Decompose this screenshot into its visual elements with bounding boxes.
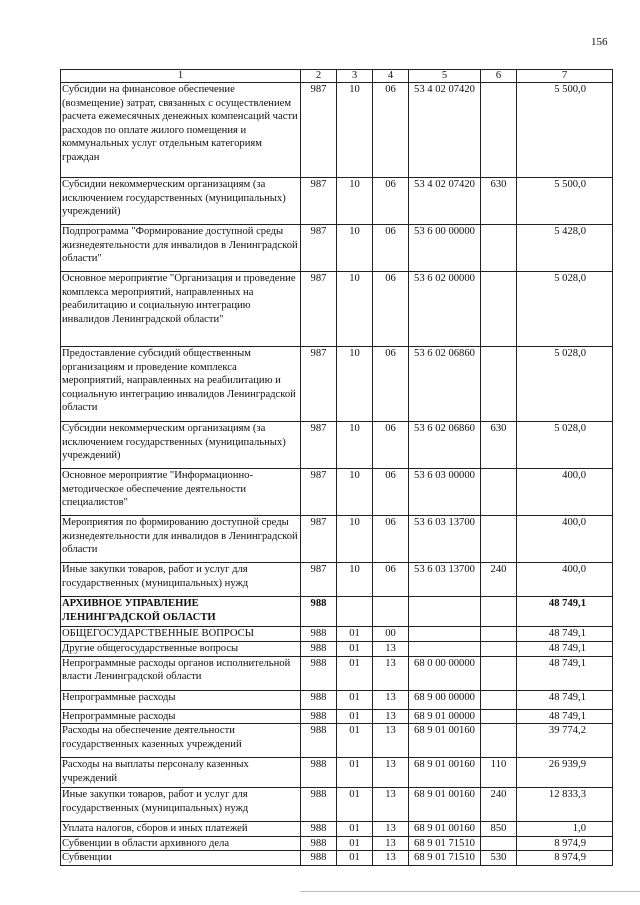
row-code-4-cell: 06 xyxy=(373,516,409,563)
row-code-2-cell: 988 xyxy=(301,836,337,851)
row-code-4-cell: 13 xyxy=(373,851,409,866)
row-code-3-cell: 10 xyxy=(337,516,373,563)
row-code-4-cell: 13 xyxy=(373,642,409,657)
table-row xyxy=(61,642,613,657)
row-name-cell: Предоставление субсидий общественным организациям и проведение комплекса мероприятий, направленных на реабилитацию и социальную интеграцию инвалидов Ленинградской области xyxy=(61,347,301,422)
row-name-cell: Расходы на выплаты персоналу казенных учреждений xyxy=(61,758,301,788)
row-code-6-cell xyxy=(481,836,517,851)
row-code-3-cell: 01 xyxy=(337,851,373,866)
row-code-3-cell: 01 xyxy=(337,709,373,724)
row-code-6-cell xyxy=(481,656,517,690)
row-code-4-cell: 06 xyxy=(373,83,409,178)
row-name-cell: Основное мероприятие "Информационно-методическое обеспечение деятельности специалистов" xyxy=(61,469,301,516)
row-code-3-cell: 10 xyxy=(337,347,373,422)
row-code-3-cell: 01 xyxy=(337,656,373,690)
row-code-2-cell: 988 xyxy=(301,709,337,724)
row-code-5-cell: 53 6 03 13700 xyxy=(409,516,481,563)
row-code-2-cell: 987 xyxy=(301,178,337,225)
row-code-4-cell xyxy=(373,597,409,627)
row-code-6-cell xyxy=(481,225,517,272)
row-name-cell: АРХИВНОЕ УПРАВЛЕНИЕ ЛЕНИНГРАДСКОЙ ОБЛАСТИ xyxy=(61,597,301,627)
row-code-5-cell: 53 6 00 00000 xyxy=(409,225,481,272)
row-name-cell: Непрограммные расходы xyxy=(61,709,301,724)
row-sum-cell: 5 028,0 xyxy=(517,347,613,422)
row-code-5-cell: 68 9 01 00000 xyxy=(409,709,481,724)
row-sum-cell: 5 028,0 xyxy=(517,272,613,347)
row-code-5-cell: 68 9 00 00000 xyxy=(409,690,481,709)
row-code-6-cell: 530 xyxy=(481,851,517,866)
row-code-5-cell: 53 6 03 00000 xyxy=(409,469,481,516)
table-row xyxy=(61,469,613,516)
row-code-5-cell: 68 9 01 00160 xyxy=(409,788,481,822)
row-code-5-cell xyxy=(409,627,481,642)
row-code-2-cell: 988 xyxy=(301,851,337,866)
row-code-5-cell: 53 6 03 13700 xyxy=(409,563,481,597)
table-row xyxy=(61,516,613,563)
row-code-4-cell: 13 xyxy=(373,656,409,690)
table-row xyxy=(61,758,613,788)
row-code-6-cell xyxy=(481,272,517,347)
row-code-4-cell: 13 xyxy=(373,836,409,851)
row-name-cell: Другие общегосударственные вопросы xyxy=(61,642,301,657)
row-code-6-cell xyxy=(481,642,517,657)
row-code-6-cell: 240 xyxy=(481,563,517,597)
table-row xyxy=(61,656,613,690)
row-code-6-cell xyxy=(481,724,517,758)
budget-table xyxy=(60,69,613,866)
table-row xyxy=(61,225,613,272)
header-cell-3: 3 xyxy=(337,70,373,83)
row-code-2-cell: 987 xyxy=(301,83,337,178)
table-row xyxy=(61,178,613,225)
row-code-5-cell: 53 6 02 06860 xyxy=(409,347,481,422)
row-code-2-cell: 988 xyxy=(301,642,337,657)
row-code-4-cell: 13 xyxy=(373,758,409,788)
row-name-cell: Субсидии некоммерческим организациям (за исключением государственных (муниципальных) учреждений) xyxy=(61,178,301,225)
row-code-6-cell xyxy=(481,516,517,563)
header-cell-4: 4 xyxy=(373,70,409,83)
row-code-6-cell: 850 xyxy=(481,822,517,837)
row-name-cell: Субвенции xyxy=(61,851,301,866)
row-sum-cell: 48 749,1 xyxy=(517,709,613,724)
header-cell-1: 1 xyxy=(61,70,301,83)
row-code-4-cell: 13 xyxy=(373,709,409,724)
row-code-2-cell: 987 xyxy=(301,516,337,563)
row-sum-cell: 12 833,3 xyxy=(517,788,613,822)
row-code-6-cell: 630 xyxy=(481,178,517,225)
row-name-cell: Субсидии на финансовое обеспечение (возмещение) затрат, связанных с осуществлением расчета ежемесячных денежных компенсаций части расходов по оплате жилого помещения и коммунальных услуг отдельным категориям граждан xyxy=(61,83,301,178)
row-sum-cell: 1,0 xyxy=(517,822,613,837)
row-code-5-cell: 53 4 02 07420 xyxy=(409,83,481,178)
row-code-4-cell: 06 xyxy=(373,178,409,225)
row-name-cell: Субсидии некоммерческим организациям (за исключением государственных (муниципальных) учреждений) xyxy=(61,422,301,469)
row-code-3-cell: 01 xyxy=(337,724,373,758)
row-sum-cell: 48 749,1 xyxy=(517,597,613,627)
row-sum-cell: 26 939,9 xyxy=(517,758,613,788)
row-code-4-cell: 13 xyxy=(373,724,409,758)
row-code-2-cell: 987 xyxy=(301,225,337,272)
row-code-6-cell xyxy=(481,347,517,422)
row-code-3-cell: 10 xyxy=(337,422,373,469)
table-row xyxy=(61,851,613,866)
row-code-3-cell: 10 xyxy=(337,225,373,272)
row-name-cell: Иные закупки товаров, работ и услуг для государственных (муниципальных) нужд xyxy=(61,563,301,597)
row-code-4-cell: 06 xyxy=(373,563,409,597)
row-code-3-cell: 10 xyxy=(337,469,373,516)
row-code-6-cell xyxy=(481,627,517,642)
row-code-5-cell: 53 4 02 07420 xyxy=(409,178,481,225)
row-code-2-cell: 988 xyxy=(301,724,337,758)
row-code-3-cell: 01 xyxy=(337,758,373,788)
table-row xyxy=(61,690,613,709)
table-row xyxy=(61,836,613,851)
table-row xyxy=(61,272,613,347)
table-row xyxy=(61,597,613,627)
row-sum-cell: 5 428,0 xyxy=(517,225,613,272)
row-code-2-cell: 987 xyxy=(301,272,337,347)
page-number: 156 xyxy=(591,36,608,48)
row-sum-cell: 48 749,1 xyxy=(517,656,613,690)
row-name-cell: Мероприятия по формированию доступной среды жизнедеятельности для инвалидов в Ленинградской области xyxy=(61,516,301,563)
table-row xyxy=(61,788,613,822)
row-code-2-cell: 988 xyxy=(301,690,337,709)
scan-edge-line xyxy=(300,891,640,892)
row-sum-cell: 5 500,0 xyxy=(517,83,613,178)
row-code-2-cell: 987 xyxy=(301,347,337,422)
row-code-6-cell: 240 xyxy=(481,788,517,822)
row-code-2-cell: 988 xyxy=(301,656,337,690)
row-code-5-cell: 68 9 01 00160 xyxy=(409,822,481,837)
table-row xyxy=(61,709,613,724)
row-sum-cell: 400,0 xyxy=(517,516,613,563)
row-code-3-cell: 01 xyxy=(337,836,373,851)
row-name-cell: Непрограммные расходы xyxy=(61,690,301,709)
row-code-4-cell: 06 xyxy=(373,422,409,469)
row-code-4-cell: 06 xyxy=(373,469,409,516)
table-row xyxy=(61,347,613,422)
row-code-3-cell: 01 xyxy=(337,822,373,837)
row-sum-cell: 48 749,1 xyxy=(517,627,613,642)
row-code-4-cell: 06 xyxy=(373,272,409,347)
row-code-2-cell: 988 xyxy=(301,822,337,837)
row-name-cell: ОБЩЕГОСУДАРСТВЕННЫЕ ВОПРОСЫ xyxy=(61,627,301,642)
row-code-2-cell: 987 xyxy=(301,469,337,516)
row-code-3-cell: 01 xyxy=(337,642,373,657)
table-header-row xyxy=(61,70,613,83)
row-code-3-cell: 10 xyxy=(337,563,373,597)
row-sum-cell: 8 974,9 xyxy=(517,851,613,866)
row-code-3-cell: 10 xyxy=(337,83,373,178)
row-sum-cell: 5 028,0 xyxy=(517,422,613,469)
row-code-2-cell: 988 xyxy=(301,758,337,788)
row-code-5-cell: 68 9 01 71510 xyxy=(409,851,481,866)
row-code-3-cell: 01 xyxy=(337,788,373,822)
row-name-cell: Основное мероприятие "Организация и проведение комплекса мероприятий, направленных на реабилитацию и социальную интеграцию инвалидов Ленинградской области" xyxy=(61,272,301,347)
row-sum-cell: 5 500,0 xyxy=(517,178,613,225)
table-row xyxy=(61,822,613,837)
row-code-6-cell: 630 xyxy=(481,422,517,469)
header-cell-7: 7 xyxy=(517,70,613,83)
header-cell-6: 6 xyxy=(481,70,517,83)
row-code-5-cell: 68 9 01 71510 xyxy=(409,836,481,851)
row-code-3-cell xyxy=(337,597,373,627)
row-name-cell: Уплата налогов, сборов и иных платежей xyxy=(61,822,301,837)
row-name-cell: Иные закупки товаров, работ и услуг для государственных (муниципальных) нужд xyxy=(61,788,301,822)
row-sum-cell: 400,0 xyxy=(517,469,613,516)
row-code-4-cell: 13 xyxy=(373,690,409,709)
row-code-5-cell: 68 9 01 00160 xyxy=(409,724,481,758)
row-code-4-cell: 06 xyxy=(373,225,409,272)
table-row xyxy=(61,724,613,758)
row-code-5-cell: 53 6 02 00000 xyxy=(409,272,481,347)
row-name-cell: Субвенции в области архивного дела xyxy=(61,836,301,851)
table-row xyxy=(61,83,613,178)
row-code-5-cell xyxy=(409,642,481,657)
row-code-3-cell: 10 xyxy=(337,178,373,225)
row-code-2-cell: 988 xyxy=(301,627,337,642)
row-code-4-cell: 13 xyxy=(373,788,409,822)
row-code-5-cell xyxy=(409,597,481,627)
row-code-5-cell: 68 0 00 00000 xyxy=(409,656,481,690)
row-code-2-cell: 987 xyxy=(301,563,337,597)
row-code-4-cell: 00 xyxy=(373,627,409,642)
row-sum-cell: 48 749,1 xyxy=(517,642,613,657)
row-sum-cell: 400,0 xyxy=(517,563,613,597)
table-row xyxy=(61,422,613,469)
row-code-4-cell: 13 xyxy=(373,822,409,837)
header-cell-2: 2 xyxy=(301,70,337,83)
row-code-5-cell: 53 6 02 06860 xyxy=(409,422,481,469)
row-code-6-cell xyxy=(481,83,517,178)
row-code-6-cell xyxy=(481,469,517,516)
row-code-3-cell: 10 xyxy=(337,272,373,347)
row-code-2-cell: 988 xyxy=(301,597,337,627)
row-sum-cell: 39 774,2 xyxy=(517,724,613,758)
row-sum-cell: 8 974,9 xyxy=(517,836,613,851)
row-name-cell: Расходы на обеспечение деятельности государственных казенных учреждений xyxy=(61,724,301,758)
row-code-4-cell: 06 xyxy=(373,347,409,422)
row-code-6-cell xyxy=(481,690,517,709)
row-code-6-cell: 110 xyxy=(481,758,517,788)
table-row xyxy=(61,627,613,642)
table-row xyxy=(61,563,613,597)
row-code-2-cell: 988 xyxy=(301,788,337,822)
row-name-cell: Непрограммные расходы органов исполнительной власти Ленинградской области xyxy=(61,656,301,690)
header-cell-5: 5 xyxy=(409,70,481,83)
row-code-3-cell: 01 xyxy=(337,627,373,642)
row-code-3-cell: 01 xyxy=(337,690,373,709)
row-code-2-cell: 987 xyxy=(301,422,337,469)
row-code-6-cell xyxy=(481,597,517,627)
row-code-6-cell xyxy=(481,709,517,724)
row-name-cell: Подпрограмма "Формирование доступной среды жизнедеятельности для инвалидов в Ленинградской области" xyxy=(61,225,301,272)
row-sum-cell: 48 749,1 xyxy=(517,690,613,709)
row-code-5-cell: 68 9 01 00160 xyxy=(409,758,481,788)
